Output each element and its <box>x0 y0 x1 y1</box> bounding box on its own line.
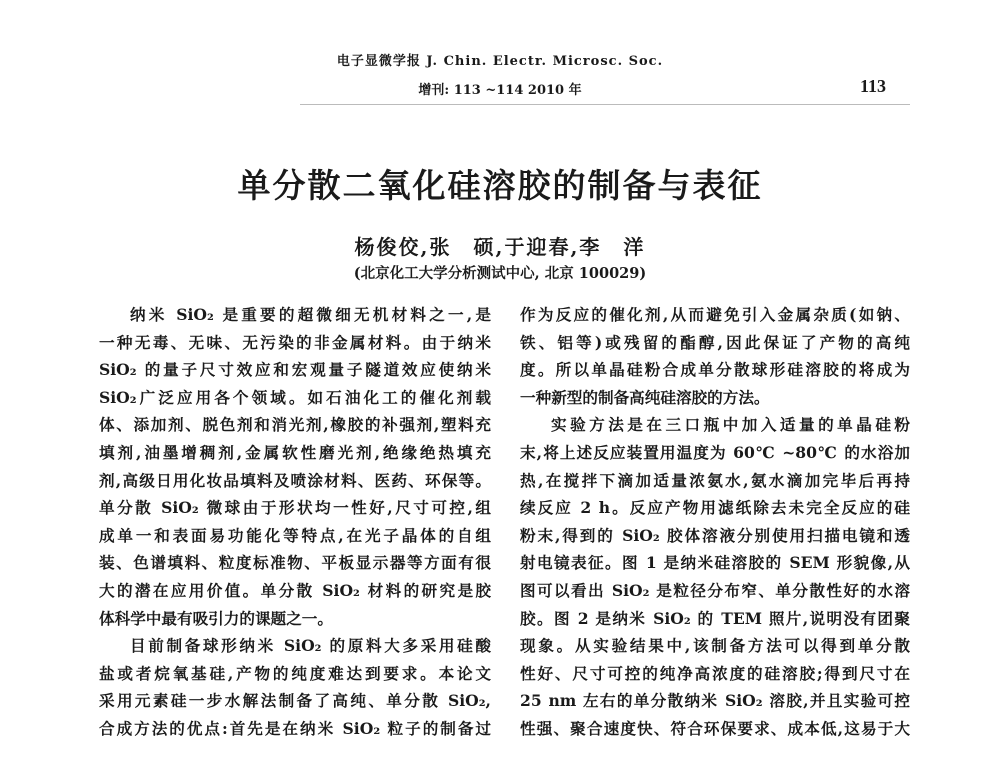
text-line: 度。所以单晶硅粉合成单分散球形硅溶胶的将成为 <box>520 360 910 380</box>
text-line: 热,在搅拌下滴加适量浓氨水,氨水滴加完毕后再持 <box>520 470 910 490</box>
text-line: 大的潜在应用价值。单分散 SiO₂ 材料的研究是胶 <box>99 580 491 600</box>
text-line: 铁、铝等)或残留的酯醇,因此保证了产物的高纯 <box>520 332 910 352</box>
text-line: 纳米 SiO₂ 是重要的超微细无机材料之一,是 <box>130 305 491 324</box>
text-line: 现象。从实验结果中,该制备方法可以得到单分散 <box>520 636 910 656</box>
text-line: 一种新型的制备高纯硅溶胶的方法。 <box>520 387 770 407</box>
right-column <box>520 301 910 743</box>
text-line: 体、添加剂、脱色剂和消光剂,橡胶的补强剂,塑料充 <box>99 415 491 435</box>
text-line: 粉末,得到的 SiO₂ 胶体溶液分别使用扫描电镜和透 <box>520 525 910 545</box>
text-line: 合成方法的优点:首先是在纳米 SiO₂ 粒子的制备过 <box>99 718 491 738</box>
text-line: 装、色谱填料、粒度标准物、平板显示器等方面有很 <box>99 553 491 573</box>
text-line: 体科学中最有吸引力的课题之一。 <box>99 608 333 628</box>
text-line: 胶。图 2 是纳米 SiO₂ 的 TEM 照片,说明没有团聚 <box>520 608 910 628</box>
text-line: 目前制备球形纳米 SiO₂ 的原料大多采用硅酸 <box>130 636 491 656</box>
header-rule <box>300 104 910 105</box>
authors: 杨俊佼,张 硕,于迎春,李 洋 <box>354 235 646 259</box>
text-line: SiO₂广泛应用各个领域。如石油化工的催化剂载 <box>99 387 491 407</box>
text-line: 盐或者烷氧基硅,产物的纯度难达到要求。本论文 <box>99 663 491 683</box>
left-column <box>99 301 491 743</box>
text-line: 剂,高级日用化妆品填料及喷涂材料、医药、环保等。 <box>99 470 491 490</box>
page-number: 113 <box>860 76 887 96</box>
text-line: 图可以看出 SiO₂ 是粒径分布窄、单分散性好的水溶 <box>520 580 910 600</box>
issue-info: 增刊: 113 ~114 2010 年 <box>418 83 582 98</box>
text-line: 填剂,油墨增稠剂,金属软性磨光剂,绝缘绝热填充 <box>99 442 491 462</box>
text-line: 一种无毒、无味、无污染的非金属材料。由于纳米 <box>99 332 491 352</box>
text-line: 成单一和表面易功能化等特点,在光子晶体的自组 <box>99 525 491 545</box>
text-line: 采用元素硅一步水解法制备了高纯、单分散 SiO₂, <box>99 691 491 711</box>
text-line: 单分散 SiO₂ 微球由于形状均一性好,尺寸可控,组 <box>99 498 491 518</box>
text-line: 续反应 2 h。反应产物用滤纸除去未完全反应的硅 <box>520 498 910 518</box>
text-line: 作为反应的催化剂,从而避免引入金属杂质(如钠、 <box>520 305 910 324</box>
text-line: 射电镜表征。图 1 是纳米硅溶胶的 SEM 形貌像,从 <box>520 553 910 573</box>
journal-header: 电子显微学报 J. Chin. Electr. Microsc. Soc. <box>336 54 664 69</box>
paper-title: 单分散二氧化硅溶胶的制备与表征 <box>237 166 763 205</box>
text-line: SiO₂ 的量子尺寸效应和宏观量子隧道效应使纳米 <box>99 360 491 380</box>
affiliation: (北京化工大学分析测试中心, 北京 100029) <box>353 265 647 282</box>
text-line: 实验方法是在三口瓶中加入适量的单晶硅粉 <box>551 415 910 435</box>
text-line: 末,将上述反应装置用温度为 60℃ ~80℃ 的水浴加 <box>520 442 910 462</box>
text-line: 25 nm 左右的单分散纳米 SiO₂ 溶胶,并且实验可控 <box>520 691 910 711</box>
text-line: 性好、尺寸可控的纯净高浓度的硅溶胶;得到尺寸在 <box>520 663 910 683</box>
text-line: 性强、聚合速度快、符合环保要求、成本低,这易于大 <box>520 718 910 738</box>
